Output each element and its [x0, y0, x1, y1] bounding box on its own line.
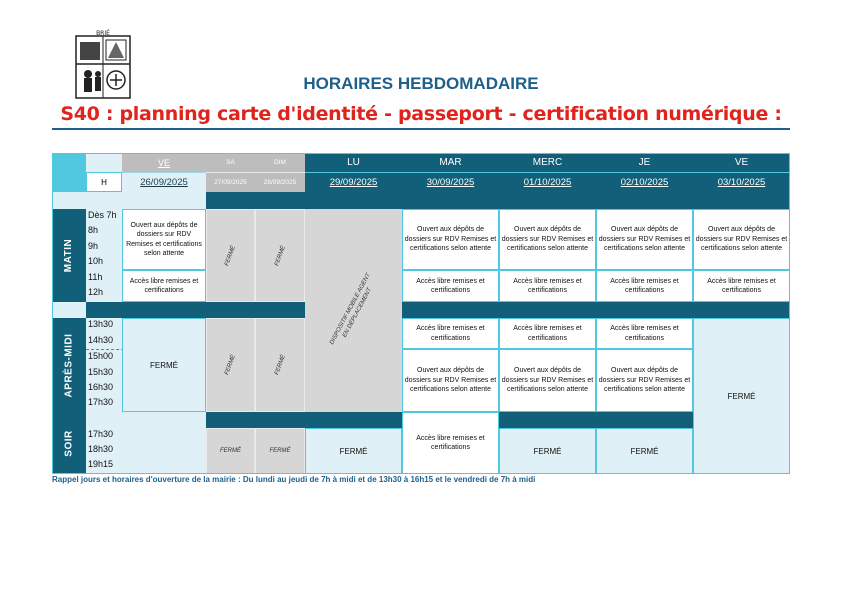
ve-matin-ouvert: Ouvert aux dépôts de dossiers sur RDV Remises et certifications selon attente [693, 209, 790, 270]
ve-prev-matin-acces: Accès libre remises et certifications [122, 270, 206, 302]
date-mar: 30/09/2025 [402, 172, 499, 192]
time-9h: 9h [88, 241, 99, 251]
time-8h: 8h [88, 225, 99, 235]
time-15h30: 15h30 [88, 367, 114, 377]
merc-apres-midi-acces: Accès libre remises et certifications [499, 318, 596, 349]
time-16h30: 16h30 [88, 382, 114, 392]
page-title: HORAIRES HEBDOMADAIRE [303, 74, 539, 93]
corner-cell [52, 153, 86, 172]
svg-text:BRIÉ: BRIÉ [96, 30, 110, 37]
date-dim: 28/09/2025 [255, 172, 305, 192]
je-apres-midi-ouvert: Ouvert aux dépôts de dossiers sur RDV Remises et certifications selon attente [596, 349, 693, 412]
time-12h: 12h [88, 287, 104, 297]
time-des7h: Dès 7h [88, 210, 117, 220]
dim-apres-midi-ferme: FERMÉ [255, 318, 305, 412]
ve-matin-acces: Accès libre remises et certifications [693, 270, 790, 302]
day-header-lu: LU [305, 153, 402, 172]
time-17h30: 17h30 [88, 397, 114, 407]
je-matin-acces: Accès libre remises et certifications [596, 270, 693, 302]
sa-matin-ferme: FERMÉ [206, 209, 255, 302]
corner-cell-2 [52, 172, 86, 192]
hour-header: H [86, 172, 122, 192]
merc-matin-ouvert: Ouvert aux dépôts de dossiers sur RDV Remises et certifications selon attente [499, 209, 596, 270]
day-header-ve: VE [693, 153, 790, 172]
date-lu: 29/09/2025 [305, 172, 402, 192]
separator-matin-corner [52, 302, 86, 318]
time-11h: 11h [88, 272, 103, 282]
date-ve: 03/10/2025 [693, 172, 790, 192]
date-je: 02/10/2025 [596, 172, 693, 192]
mar-matin-acces: Accès libre remises et certifications [402, 270, 499, 302]
mar-apres-midi-acces: Accès libre remises et certifications [402, 318, 499, 349]
separator-matin-left [86, 302, 305, 318]
je-soir-ferme: FERMÉ [596, 428, 693, 474]
je-apres-midi-acces: Accès libre remises et certifications [596, 318, 693, 349]
je-matin-ouvert: Ouvert aux dépôts de dossiers sur RDV Remises et certifications selon attente [596, 209, 693, 270]
period-matin: MATIN [52, 209, 86, 302]
footer-note: Rappel jours et horaires d'ouverture de la mairie : Du lundi au jeudi de 7h à midi et de 13h30 à 16h15 et le vendredi de 7h à midi [52, 475, 536, 484]
day-header-mar: MAR [402, 153, 499, 172]
page-subtitle: S40 : planning carte d'identité - passeport - certification numérique : [60, 103, 782, 125]
ve-apres-midi-soir-ferme: FERMÉ [693, 318, 790, 474]
day-header-je: JE [596, 153, 693, 172]
time-14h30: 14h30 [88, 335, 114, 345]
ve-prev-soir [122, 428, 206, 474]
period-soir: SOIR [52, 412, 86, 474]
day-header-sa: SA [206, 153, 255, 172]
merc-matin-acces: Accès libre remises et certifications [499, 270, 596, 302]
title-rule [52, 128, 790, 130]
time-soir-18h30: 18h30 [88, 444, 114, 454]
sa-apres-midi-ferme: FERMÉ [206, 318, 255, 412]
sa-soir-ferme: FERMÉ [206, 428, 255, 474]
separator-soir-left [206, 412, 402, 428]
time-10h: 10h [88, 256, 104, 266]
ve-prev-matin-ouvert: Ouvert aux dépôts de dossiers sur RDV Remises et certifications selon attente [122, 209, 206, 270]
date-sa: 27/09/2025 [206, 172, 255, 192]
mar-soir-acces: Accès libre remises et certifications [402, 412, 499, 474]
separator-top-left [52, 192, 122, 209]
separator-soir-right [499, 412, 693, 428]
time-soir-19h15: 19h15 [88, 459, 114, 469]
lu-soir-ferme: FERMÉ [305, 428, 402, 474]
separator-matin-right [402, 302, 790, 318]
hour-header-top [86, 153, 122, 172]
date-ve-prev: 26/09/2025 [122, 172, 206, 192]
period-apres-midi: APRÈS-MIDI [52, 318, 86, 412]
mar-matin-ouvert: Ouvert aux dépôts de dossiers sur RDV Remises et certifications selon attente [402, 209, 499, 270]
dim-soir-ferme: FERMÉ [255, 428, 305, 474]
time-15h00: 15h00 [88, 351, 114, 361]
lu-dispositif-mobile: DISPOSITIF MOBILE AGENT EN DÉPLACEMENT [305, 209, 402, 412]
day-header-merc: MERC [499, 153, 596, 172]
mar-apres-midi-ouvert: Ouvert aux dépôts de dossiers sur RDV Remises et certifications selon attente [402, 349, 499, 412]
date-merc: 01/10/2025 [499, 172, 596, 192]
time-13h30: 13h30 [88, 319, 114, 329]
time-soir-17h30: 17h30 [88, 429, 114, 439]
merc-apres-midi-ouvert: Ouvert aux dépôts de dossiers sur RDV Remises et certifications selon attente [499, 349, 596, 412]
separator-top-ve [122, 192, 206, 209]
day-header-ve-prev: VE [122, 153, 206, 172]
merc-soir-ferme: FERMÉ [499, 428, 596, 474]
day-header-dim: DIM [255, 153, 305, 172]
dim-matin-ferme: FERMÉ [255, 209, 305, 302]
ve-prev-apres-midi-ferme: FERMÉ [122, 318, 206, 412]
